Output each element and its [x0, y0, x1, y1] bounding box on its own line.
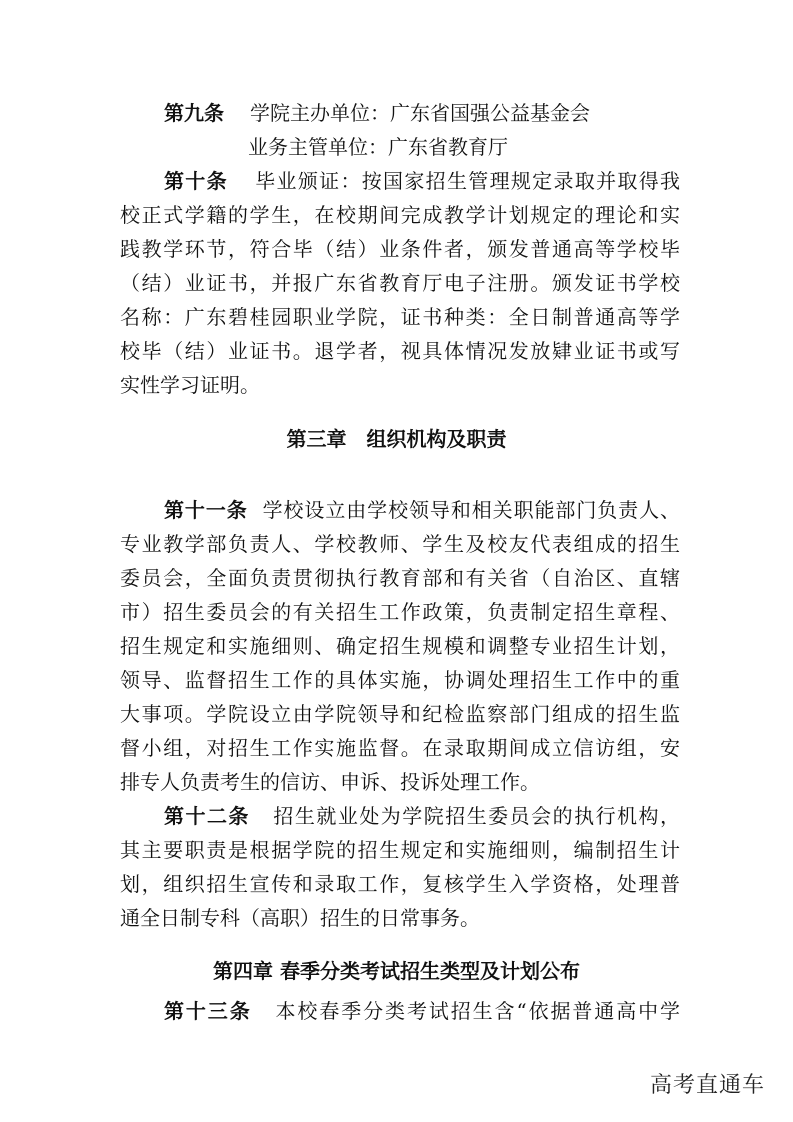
article-text: 学院主办单位：广东省国强公益基金会	[250, 101, 590, 125]
paragraph-line: 招生规定和实施细则、确定招生规模和调整专业招生计划，	[120, 634, 680, 658]
article-label: 第十二条	[164, 804, 250, 828]
article-label: 第九条	[164, 101, 224, 125]
paragraph-line: 通全日制专科（高职）招生的日常事务。	[120, 906, 480, 930]
paragraph-line: 名称：广东碧桂园职业学院，证书种类：全日制普通高等学	[120, 305, 680, 329]
article-text: 本校春季分类考试招生含“依据普通高中学	[273, 999, 681, 1023]
article-label: 第十一条	[164, 498, 248, 522]
article-text: 毕业颁证：按国家招生管理规定录取并取得我	[253, 169, 681, 193]
paragraph-line: （结）业证书，并报广东省教育厅电子注册。颁发证书学校	[120, 271, 680, 295]
paragraph-line: 大事项。学院设立由学院领导和纪检监察部门组成的招生监	[120, 702, 680, 726]
paragraph-line: 其主要职责是根据学院的招生规定和实施细则，编制招生计	[120, 838, 680, 862]
article-9-line-2: 业务主管单位：广东省教育厅	[248, 135, 508, 159]
article-text: 招生就业处为学院招生委员会的执行机构，	[271, 804, 681, 828]
article-9	[164, 98, 590, 128]
paragraph-line: 排专人负责考生的信访、申诉、投诉处理工作。	[120, 770, 540, 794]
paragraph-line: 校毕（结）业证书。退学者，视具体情况发放肄业证书或写	[120, 339, 680, 363]
paragraph-line: 实性学习证明。	[120, 373, 260, 397]
paragraph-line: 践教学环节，符合毕（结）业条件者，颁发普通高等学校毕	[120, 237, 680, 261]
chapter-heading: 第四章 春季分类考试招生类型及计划公布	[213, 959, 580, 983]
paragraph-line: 领导、监督招生工作的具体实施，协调处理招生工作中的重	[120, 668, 680, 692]
paragraph-line: 委员会，全面负责贯彻执行教育部和有关省（自治区、直辖	[120, 566, 680, 590]
chapter-heading: 第三章 组织机构及职责	[286, 427, 507, 451]
paragraph-line: 划，组织招生宣传和录取工作，复核学生入学资格，处理普	[120, 872, 680, 896]
watermark-text: 高考直通车	[649, 1073, 765, 1098]
article-13-first-line	[164, 996, 680, 1026]
paragraph-line: 专业教学部负责人、学校教师、学生及校友代表组成的招生	[120, 532, 680, 556]
article-text: 学校设立由学校领导和相关职能部门负责人、	[261, 498, 681, 522]
paragraph-line: 市）招生委员会的有关招生工作政策，负责制定招生章程、	[120, 600, 680, 624]
article-12-first-line	[164, 801, 680, 831]
paragraph-line: 督小组，对招生工作实施监督。在录取期间成立信访组，安	[120, 736, 680, 760]
article-11-first-line	[164, 495, 680, 525]
article-label: 第十条	[164, 169, 228, 193]
paragraph-line: 校正式学籍的学生，在校期间完成教学计划规定的理论和实	[120, 203, 680, 227]
article-label: 第十三条	[164, 999, 252, 1023]
article-10-first-line	[164, 166, 680, 196]
